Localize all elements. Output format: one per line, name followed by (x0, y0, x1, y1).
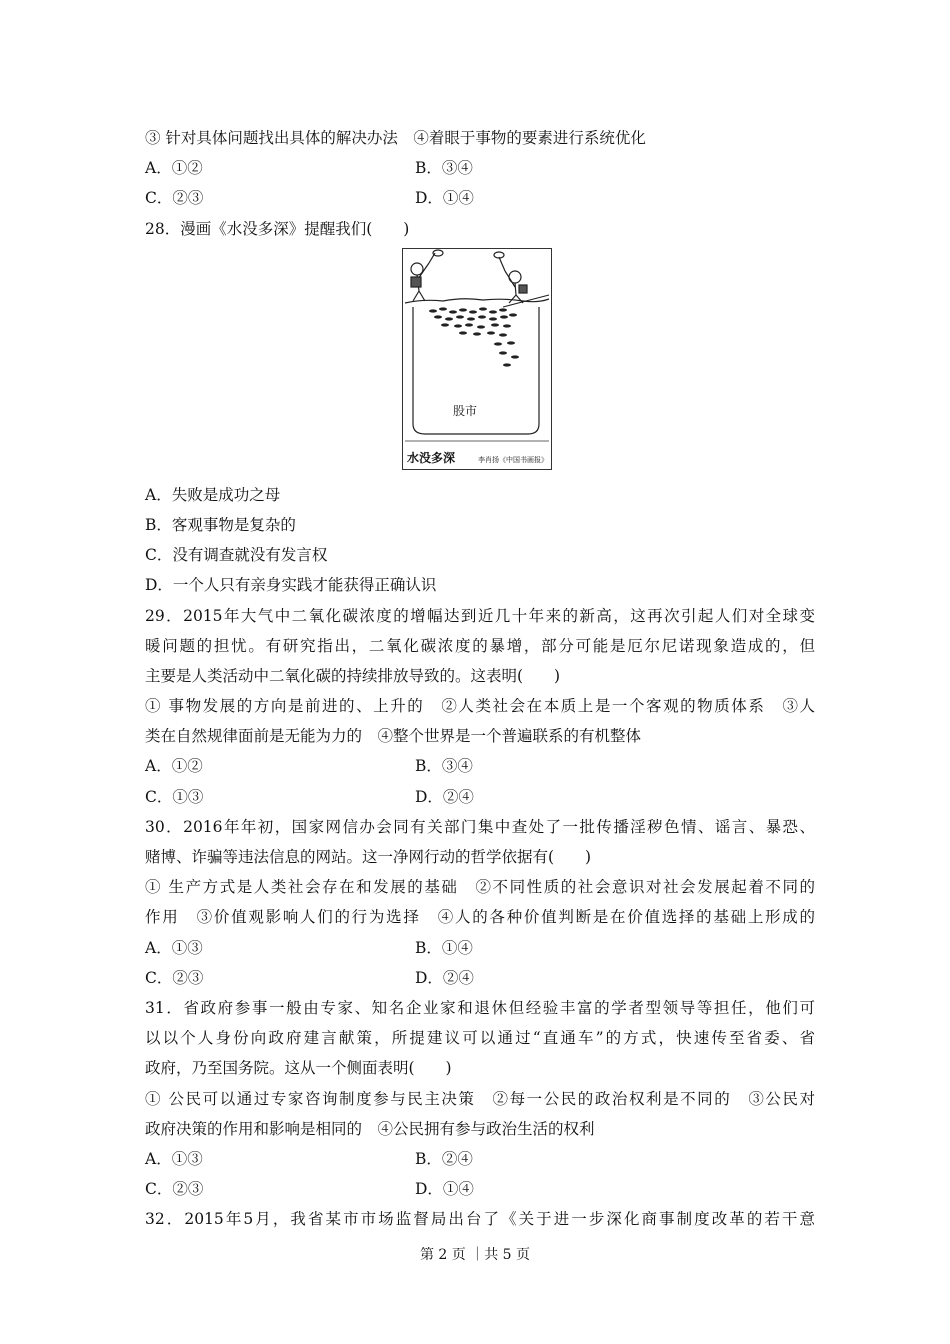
q31-option-c[interactable]: C．②③ (145, 1180, 204, 1199)
q29-stem-line-2: 暖问题的担忧。有研究指出，二氧化碳浓度的暴增，部分可能是厄尔尼诺现象造成的，但 (145, 636, 815, 655)
q31-options-row-1 (145, 1144, 815, 1174)
q31-options-row-2 (145, 1174, 815, 1204)
q31-stem-line-1: 31．省政府参事一般由专家、知名企业家和退休但经验丰富的学者型领导等担任，他们可 (145, 998, 815, 1017)
q31-statements-line-2: 政府决策的作用和影响是相同的 ④公民拥有参与政治生活的权利 (145, 1119, 595, 1138)
q29-stem-line-1: 29．2015年大气中二氧化碳浓度的增幅达到近几十年来的新高，这再次引起人们对全球变 (145, 606, 815, 625)
q30-option-a[interactable]: A．①③ (145, 938, 203, 957)
q27-option-d[interactable]: D．①④ (415, 189, 474, 208)
q30-option-c[interactable]: C．②③ (145, 968, 204, 987)
cartoon-credit: 李肖扬《中国书画报》 (478, 455, 548, 464)
q29-option-d[interactable]: D．②④ (415, 787, 474, 806)
q27-options-row-2 (145, 183, 815, 213)
q30-options-row-1 (145, 933, 815, 963)
q29-option-c[interactable]: C．①③ (145, 787, 204, 806)
stock-market-label: 股市 (453, 403, 478, 418)
q32-stem-line-1: 32．2015年5月，我省某市市场监督局出台了《关于进一步深化商事制度改革的若干意 (145, 1210, 815, 1229)
q31-option-a[interactable]: A．①③ (145, 1149, 203, 1168)
q28-option-a[interactable]: A．失败是成功之母 (145, 485, 281, 504)
q28-option-c[interactable]: C．没有调查就没有发言权 (145, 546, 328, 565)
q29-options-row-1 (145, 751, 815, 781)
q30-statements-line-1: ① 生产方式是人类社会存在和发展的基础 ②不同性质的社会意识对社会发展起着不同的 (145, 878, 815, 897)
cartoon-drawing (403, 249, 551, 469)
q27-option-c[interactable]: C．②③ (145, 189, 204, 208)
q27-options-row-1 (145, 153, 815, 183)
q27-option-a[interactable]: A．①② (145, 159, 203, 178)
q28-option-d[interactable]: D．一个人只有亲身实践才能获得正确认识 (145, 576, 437, 595)
q29-statements-line-2: 类在自然规律面前是无能为力的 ④整个世界是一个普遍联系的有机整体 (145, 727, 642, 746)
q30-stem-line-1: 30．2016年年初，国家网信办会同有关部门集中查处了一批传播淫秽色情、谣言、暴恐、 (145, 817, 815, 836)
q28-stem: 28．漫画《水没多深》提醒我们( ) (145, 219, 410, 238)
q29-option-b[interactable]: B．③④ (415, 757, 473, 776)
q29-options-row-2 (145, 782, 815, 812)
q29-option-a[interactable]: A．①② (145, 757, 203, 776)
q30-statements-line-2: 作用 ③价值观影响人们的行为选择 ④人的各种价值判断是在价值选择的基础上形成的 (145, 908, 815, 927)
exam-page-content (145, 123, 815, 1234)
q30-options-row-2 (145, 963, 815, 993)
cartoon-title: 水没多深 (407, 450, 456, 465)
q27-statements: ③ 针对具体问题找出具体的解决办法 ④着眼于事物的要素进行系统优化 (145, 129, 646, 147)
q27-option-b[interactable]: B．③④ (415, 159, 473, 178)
page-footer: 第 2 页 ｜共 5 页 (419, 1247, 531, 1263)
cartoon-image (402, 248, 552, 470)
q30-option-d[interactable]: D．②④ (415, 968, 474, 987)
q28-option-b[interactable]: B．客观事物是复杂的 (145, 515, 296, 534)
q29-statements-line-1: ① 事物发展的方向是前进的、上升的 ②人类社会在本质上是一个客观的物质体系 ③人 (145, 697, 815, 716)
q31-stem-line-2: 以以个人身份向政府建言献策，所提建议可以通过“直通车”的方式，快速传至省委、省 (145, 1029, 815, 1048)
q28-figure-area (145, 244, 815, 480)
q31-stem-line-3: 政府，乃至国务院。这从一个侧面表明( ) (145, 1059, 452, 1078)
q30-stem-line-2: 赌博、诈骗等违法信息的网站。这一净网行动的哲学依据有( ) (145, 848, 592, 866)
q31-option-b[interactable]: B．②④ (415, 1149, 473, 1168)
q30-option-b[interactable]: B．①④ (415, 938, 473, 957)
q31-option-d[interactable]: D．①④ (415, 1180, 474, 1199)
q31-statements-line-1: ① 公民可以通过专家咨询制度参与民主决策 ②每一公民的政治权利是不同的 ③公民对 (145, 1089, 815, 1108)
q29-stem-line-3: 主要是人类活动中二氧化碳的持续排放导致的。这表明( ) (145, 666, 561, 685)
